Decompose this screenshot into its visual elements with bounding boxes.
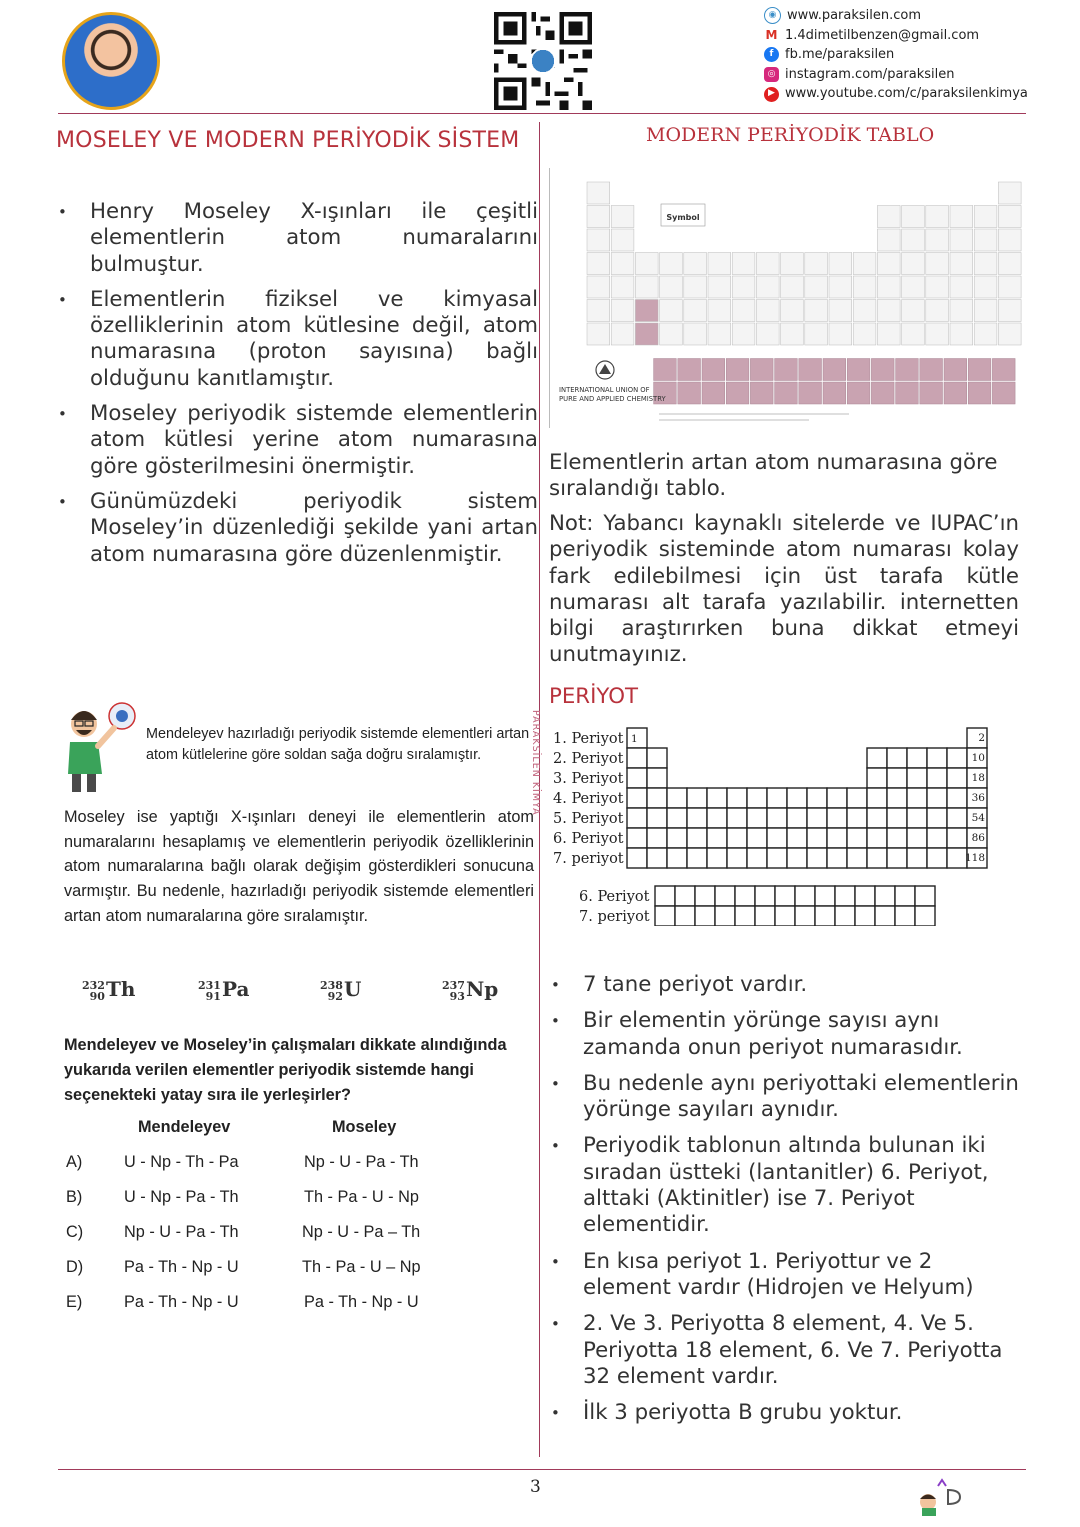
period-cell xyxy=(647,768,667,788)
period-end-number: 54 xyxy=(971,812,985,824)
header-rule xyxy=(58,113,1026,114)
section-title: MOSELEY VE MODERN PERİYODİK SİSTEM xyxy=(56,128,520,153)
period-label: 6. Periyot xyxy=(553,831,624,847)
list-item: • Bir elementin yörünge sayısı aynı zamanda onun periyot numarasıdır. xyxy=(549,1008,1024,1061)
list-item: • Henry Moseley X-ışınları ile çeşitli elementlerin atom numaralarını bulmuştur. xyxy=(58,199,538,278)
element-cell xyxy=(587,253,610,275)
element-cell xyxy=(587,300,610,322)
period-cell xyxy=(767,848,787,868)
period-cell xyxy=(867,808,887,828)
period-cell xyxy=(907,748,927,768)
period-end-number: 86 xyxy=(971,832,985,844)
fblock-cell xyxy=(775,886,795,906)
fblock-label: 7. periyot xyxy=(579,909,650,925)
period-cell xyxy=(727,848,747,868)
period-cell xyxy=(767,828,787,848)
element-cell xyxy=(829,253,852,275)
element-cell xyxy=(756,300,779,322)
period-cell xyxy=(787,828,807,848)
fblock-element-cell xyxy=(775,382,798,404)
isotope-np: 237 93 Np xyxy=(442,977,499,1003)
period-cell xyxy=(687,828,707,848)
period-cell xyxy=(727,788,747,808)
column-header-mendeleyev: Mendeleyev xyxy=(138,1118,231,1136)
list-item: • Moseley periyodik sistemde elementlerin atom kütlesi yerine atom numarasına göre gösterilmesini önermiştir. xyxy=(58,401,538,480)
fblock-element-cell xyxy=(871,382,894,404)
element-cell xyxy=(902,300,925,322)
iupac-name-line1: INTERNATIONAL UNION OF xyxy=(559,386,650,394)
period-cell xyxy=(767,808,787,828)
period-cell xyxy=(867,768,887,788)
period-cell xyxy=(647,828,667,848)
element-cell xyxy=(902,229,925,251)
period-cell xyxy=(907,808,927,828)
period-label: 7. periyot xyxy=(553,851,624,867)
element-cell xyxy=(974,300,997,322)
period-cell xyxy=(667,808,687,828)
fblock-cell xyxy=(655,906,675,926)
element-cell xyxy=(950,253,973,275)
period-cell xyxy=(767,788,787,808)
fblock-element-cell xyxy=(992,382,1015,404)
fblock-element-cell xyxy=(944,382,967,404)
element-cell xyxy=(732,300,755,322)
element-cell xyxy=(660,300,683,322)
element-cell xyxy=(950,323,973,345)
element-cell xyxy=(781,323,804,345)
period-cell xyxy=(807,848,827,868)
fblock-element-cell xyxy=(678,359,701,381)
period-grid-diagram xyxy=(549,726,1029,926)
period-cell xyxy=(687,808,707,828)
fblock-element-cell xyxy=(847,359,870,381)
element-cell xyxy=(974,276,997,298)
element-cell xyxy=(611,206,634,228)
contact-web[interactable]: ◉ www.paraksilen.com xyxy=(764,6,1028,26)
element-cell xyxy=(926,253,949,275)
period-cell xyxy=(907,828,927,848)
fblock-cell xyxy=(715,886,735,906)
fblock-cell xyxy=(895,906,915,926)
contact-instagram[interactable]: ◎ instagram.com/paraksilen xyxy=(764,65,1028,85)
period-cell xyxy=(707,828,727,848)
element-cell xyxy=(829,323,852,345)
period-cell xyxy=(907,848,927,868)
element-cell xyxy=(950,276,973,298)
fblock-cell xyxy=(915,886,935,906)
element-cell xyxy=(635,300,658,322)
fblock-cell xyxy=(675,906,695,926)
fblock-element-cell xyxy=(944,359,967,381)
list-item: • Elementlerin fiziksel ve kimyasal özelliklerinin atom kütlesine değil, atom numarasına (proton sayısına) bağlı olduğunu kanıtlamıştır. xyxy=(58,287,538,392)
fblock-cell xyxy=(655,886,675,906)
period-cell xyxy=(667,828,687,848)
period-cell xyxy=(707,788,727,808)
element-cell xyxy=(732,276,755,298)
element-cell xyxy=(805,323,828,345)
period-cell xyxy=(827,808,847,828)
element-cell xyxy=(660,276,683,298)
isotope-pa: 231 91 Pa xyxy=(198,977,250,1003)
element-cell xyxy=(926,229,949,251)
page-number: 3 xyxy=(530,1477,541,1497)
periyot-title: PERİYOT xyxy=(549,684,638,709)
element-cell xyxy=(877,206,900,228)
table-caption: Elementlerin artan atom numarasına göre sıralandığı tablo. xyxy=(549,450,998,502)
fblock-cell xyxy=(835,886,855,906)
period-cell xyxy=(927,848,947,868)
element-cell xyxy=(926,323,949,345)
list-item: • İlk 3 periyotta B grubu yoktur. xyxy=(549,1400,1024,1426)
period-cell xyxy=(627,748,647,768)
period-label: 4. Periyot xyxy=(553,791,624,807)
fblock-element-cell xyxy=(823,382,846,404)
fblock-element-cell xyxy=(847,382,870,404)
period-end-number: 18 xyxy=(971,772,985,784)
period-cell xyxy=(787,848,807,868)
element-cell xyxy=(732,253,755,275)
qr-code[interactable] xyxy=(494,12,592,110)
fblock-cell xyxy=(895,886,915,906)
fblock-element-cell xyxy=(896,359,919,381)
period-cell xyxy=(807,788,827,808)
period-cell xyxy=(667,788,687,808)
element-cell xyxy=(902,323,925,345)
element-cell xyxy=(974,206,997,228)
period-cell xyxy=(627,808,647,828)
periodic-table-image xyxy=(549,168,1029,430)
period-cell xyxy=(907,768,927,788)
element-cell xyxy=(926,276,949,298)
element-cell xyxy=(998,276,1021,298)
contact-email[interactable]: M 1.4dimetilbenzen@gmail.com xyxy=(765,27,980,43)
period-cell xyxy=(827,788,847,808)
element-cell xyxy=(684,253,707,275)
period-cell xyxy=(927,788,947,808)
fblock-element-cell xyxy=(823,359,846,381)
period-cell xyxy=(847,828,867,848)
element-cell xyxy=(950,206,973,228)
column-header-moseley: Moseley xyxy=(332,1118,397,1136)
element-cell xyxy=(635,276,658,298)
period-cell xyxy=(947,748,967,768)
period-cell xyxy=(887,788,907,808)
facebook-icon: f xyxy=(764,47,779,62)
element-cell xyxy=(902,253,925,275)
fblock-element-cell xyxy=(992,359,1015,381)
question-prompt: Mendeleyev ve Moseley’in çalışmaları dikkate alındığında yukarıda verilen elementler periyodik sistemde hangi seçenekteki yatay sıra ile yerleşirler? xyxy=(64,1036,507,1104)
period-end-number: 10 xyxy=(971,752,985,764)
element-cell xyxy=(902,206,925,228)
fblock-element-cell xyxy=(799,382,822,404)
fblock-cell xyxy=(855,886,875,906)
element-cell xyxy=(587,276,610,298)
element-cell xyxy=(611,229,634,251)
element-cell xyxy=(926,300,949,322)
element-cell xyxy=(708,276,731,298)
element-cell xyxy=(756,253,779,275)
period-cell xyxy=(847,848,867,868)
fblock-element-cell xyxy=(654,359,677,381)
fblock-cell xyxy=(695,886,715,906)
fblock-element-cell xyxy=(726,359,749,381)
element-cell xyxy=(877,253,900,275)
element-cell xyxy=(805,276,828,298)
element-cell xyxy=(611,253,634,275)
element-cell xyxy=(708,300,731,322)
fblock-cell xyxy=(875,906,895,926)
instagram-icon: ◎ xyxy=(764,67,779,82)
element-cell xyxy=(974,253,997,275)
fblock-element-cell xyxy=(702,382,725,404)
fblock-element-cell xyxy=(678,382,701,404)
list-item: • 7 tane periyot vardır. xyxy=(549,972,1024,998)
element-cell xyxy=(781,253,804,275)
element-cell xyxy=(877,323,900,345)
fblock-element-cell xyxy=(726,382,749,404)
period-cell xyxy=(887,848,907,868)
period-cell xyxy=(647,788,667,808)
brand-mascot-icon xyxy=(914,1478,974,1516)
period-cell xyxy=(947,828,967,848)
element-cell xyxy=(756,276,779,298)
period-cell xyxy=(647,848,667,868)
period-cell xyxy=(647,808,667,828)
element-cell xyxy=(998,229,1021,251)
period-cell xyxy=(947,768,967,788)
element-cell xyxy=(853,323,876,345)
fblock-cell xyxy=(875,886,895,906)
element-cell xyxy=(805,253,828,275)
list-item: • Bu nedenle aynı periyottaki elementlerin yörünge sayıları aynıdır. xyxy=(549,1071,1024,1124)
period-cell xyxy=(707,808,727,828)
list-item: • 2. Ve 3. Periyotta 8 element, 4. Ve 5. Periyotta 18 element, 6. Ve 7. Periyotta 32 element vardır. xyxy=(549,1311,1024,1390)
element-cell xyxy=(950,300,973,322)
period-cell xyxy=(867,848,887,868)
element-cell xyxy=(635,253,658,275)
period-cell xyxy=(907,788,927,808)
element-cell xyxy=(998,323,1021,345)
period-cell xyxy=(827,848,847,868)
moseley-bullets xyxy=(58,199,538,577)
fblock-cell xyxy=(735,906,755,926)
fblock-cell xyxy=(735,886,755,906)
period-end-number: 36 xyxy=(971,792,985,804)
table-note: Not: Yabancı kaynaklı sitelerde ve IUPAC’ın periyodik sisteminde atom numarası kolay fark edilebilmesi için üst tarafa kütle numarası alt tarafa yazılabilir. internetten bilgi araştırırken buna dikkat etmeyi unutmayınız. xyxy=(549,511,1019,668)
period-cell xyxy=(807,828,827,848)
fblock-element-cell xyxy=(750,359,773,381)
element-cell xyxy=(684,323,707,345)
element-cell xyxy=(611,276,634,298)
fblock-cell xyxy=(775,906,795,926)
element-cell xyxy=(611,300,634,322)
period-cell xyxy=(627,788,647,808)
web-icon: ◉ xyxy=(764,7,781,24)
element-cell xyxy=(950,229,973,251)
fblock-cell xyxy=(795,886,815,906)
fblock-cell xyxy=(675,886,695,906)
fblock-element-cell xyxy=(920,382,943,404)
element-cell xyxy=(998,206,1021,228)
element-cell xyxy=(902,276,925,298)
period-cell xyxy=(847,788,867,808)
isotope-u: 238 92 U xyxy=(320,977,362,1003)
list-item: • En kısa periyot 1. Periyottur ve 2 element vardır (Hidrojen ve Helyum) xyxy=(549,1249,1024,1302)
element-cell xyxy=(853,276,876,298)
element-cell xyxy=(805,300,828,322)
period-cell xyxy=(927,828,947,848)
period-cell xyxy=(747,788,767,808)
element-cell xyxy=(974,323,997,345)
element-cell xyxy=(829,276,852,298)
period-cell xyxy=(727,808,747,828)
element-cell xyxy=(611,323,634,345)
period-cell xyxy=(947,788,967,808)
side-watermark-text: PARAKSİLEN KİMYA xyxy=(530,710,541,816)
period-cell xyxy=(687,788,707,808)
mascot-speech: Mendeleyev hazırladığı periyodik sistemde elementleri artan atom kütlelerine göre soldan sağa doğru sıralamıştır. xyxy=(146,726,530,763)
period-label: 2. Periyot xyxy=(553,751,624,767)
fblock-cell xyxy=(855,906,875,926)
fblock-label: 6. Periyot xyxy=(579,889,650,905)
list-item: • Periyodik tablonun altında bulunan iki sıradan üstteki (lantanitler) 6. Periyot, alttaki (Aktinitler) ise 7. Periyot elementidir. xyxy=(549,1133,1024,1238)
period-cell xyxy=(647,748,667,768)
contact-list xyxy=(764,6,1028,104)
period-end-number: 118 xyxy=(964,852,985,864)
element-cell xyxy=(926,206,949,228)
symbol-key-label: Symbol xyxy=(666,213,700,222)
iupac-logo xyxy=(596,361,614,379)
element-cell xyxy=(684,276,707,298)
fblock-element-cell xyxy=(775,359,798,381)
contact-facebook[interactable]: f fb.me/paraksilen xyxy=(764,45,1028,65)
period-cell xyxy=(807,808,827,828)
period-cell xyxy=(847,808,867,828)
fblock-cell xyxy=(915,906,935,926)
period-cell xyxy=(747,848,767,868)
gmail-icon: M xyxy=(765,27,778,42)
periodic-table-title: MODERN PERİYODİK TABLO xyxy=(646,124,935,146)
element-cell xyxy=(781,276,804,298)
fblock-element-cell xyxy=(702,359,725,381)
fblock-cell xyxy=(815,906,835,926)
element-cell xyxy=(781,300,804,322)
fblock-cell xyxy=(715,906,735,926)
fblock-element-cell xyxy=(896,382,919,404)
element-cell xyxy=(587,229,610,251)
element-cell xyxy=(756,323,779,345)
period-cell xyxy=(747,828,767,848)
fblock-cell xyxy=(755,906,775,926)
period-cell xyxy=(867,828,887,848)
fblock-element-cell xyxy=(871,359,894,381)
element-cell xyxy=(660,323,683,345)
element-cell xyxy=(877,300,900,322)
fblock-cell xyxy=(795,906,815,926)
element-cell xyxy=(829,300,852,322)
element-cell xyxy=(684,300,707,322)
element-cell xyxy=(708,253,731,275)
period-label: 3. Periyot xyxy=(553,771,624,787)
period-cell xyxy=(627,768,647,788)
period-cell xyxy=(787,808,807,828)
period-cell xyxy=(927,748,947,768)
element-cell xyxy=(998,182,1021,204)
period-label: 5. Periyot xyxy=(553,811,624,827)
iupac-name-line2: PURE AND APPLIED CHEMISTRY xyxy=(559,395,666,403)
element-cell xyxy=(877,229,900,251)
element-cell xyxy=(998,300,1021,322)
period-cell xyxy=(787,788,807,808)
period-cell xyxy=(827,828,847,848)
first-element-number: 1 xyxy=(631,733,638,745)
question-context: Moseley ise yaptığı X-ışınları deneyi ile elementlerin atom numaralarını hesaplamış ve elementlerin periyodik özelliklerinin atom numaralarına bağlı olarak değişim gösterdikleri sonucuna varmıştır. Bu nedenle, hazırladığı periyodik sistemde elementleri artan atom numaralarına göre sıralamıştır. xyxy=(64,808,534,925)
element-cell xyxy=(587,182,610,204)
period-cell xyxy=(627,848,647,868)
period-label: 1. Periyot xyxy=(553,731,624,747)
element-cell xyxy=(877,276,900,298)
fblock-cell xyxy=(835,906,855,926)
element-cell xyxy=(853,253,876,275)
fblock-cell xyxy=(755,886,775,906)
fblock-element-cell xyxy=(968,359,991,381)
period-cell xyxy=(927,768,947,788)
element-cell xyxy=(732,323,755,345)
fblock-element-cell xyxy=(920,359,943,381)
period-facts xyxy=(549,972,1024,1436)
period-cell xyxy=(867,788,887,808)
author-avatar xyxy=(62,12,160,110)
footer-rule xyxy=(58,1469,1026,1470)
element-cell xyxy=(998,253,1021,275)
element-cell xyxy=(587,206,610,228)
period-cell xyxy=(747,808,767,828)
fblock-cell xyxy=(815,886,835,906)
youtube-icon: ▶ xyxy=(764,87,779,102)
period-cell xyxy=(627,828,647,848)
period-cell xyxy=(707,848,727,868)
element-cell xyxy=(587,323,610,345)
isotope-th: 232 90 Th xyxy=(82,977,136,1003)
element-cell xyxy=(635,323,658,345)
period-cell xyxy=(887,828,907,848)
element-cell xyxy=(708,323,731,345)
period-cell xyxy=(887,768,907,788)
period-cell xyxy=(687,848,707,868)
contact-youtube[interactable]: ▶ www.youtube.com/c/paraksilenkimya xyxy=(764,84,1028,104)
fblock-element-cell xyxy=(750,382,773,404)
period-cell xyxy=(667,848,687,868)
element-cell xyxy=(660,253,683,275)
period-cell xyxy=(887,748,907,768)
element-cell xyxy=(853,300,876,322)
fblock-element-cell xyxy=(799,359,822,381)
fblock-cell xyxy=(695,906,715,926)
fblock-element-cell xyxy=(968,382,991,404)
period-cell xyxy=(887,808,907,828)
period-cell xyxy=(727,828,747,848)
period-cell xyxy=(867,748,887,768)
list-item: • Günümüzdeki periyodik sistem Moseley’in düzenlediği şekilde yani artan atom numarasına göre düzenlenmiştir. xyxy=(58,489,538,568)
mascot-illustration xyxy=(58,694,138,794)
period-cell xyxy=(927,808,947,828)
period-cell xyxy=(947,808,967,828)
element-cell xyxy=(974,229,997,251)
period-end-number: 2 xyxy=(978,732,985,744)
